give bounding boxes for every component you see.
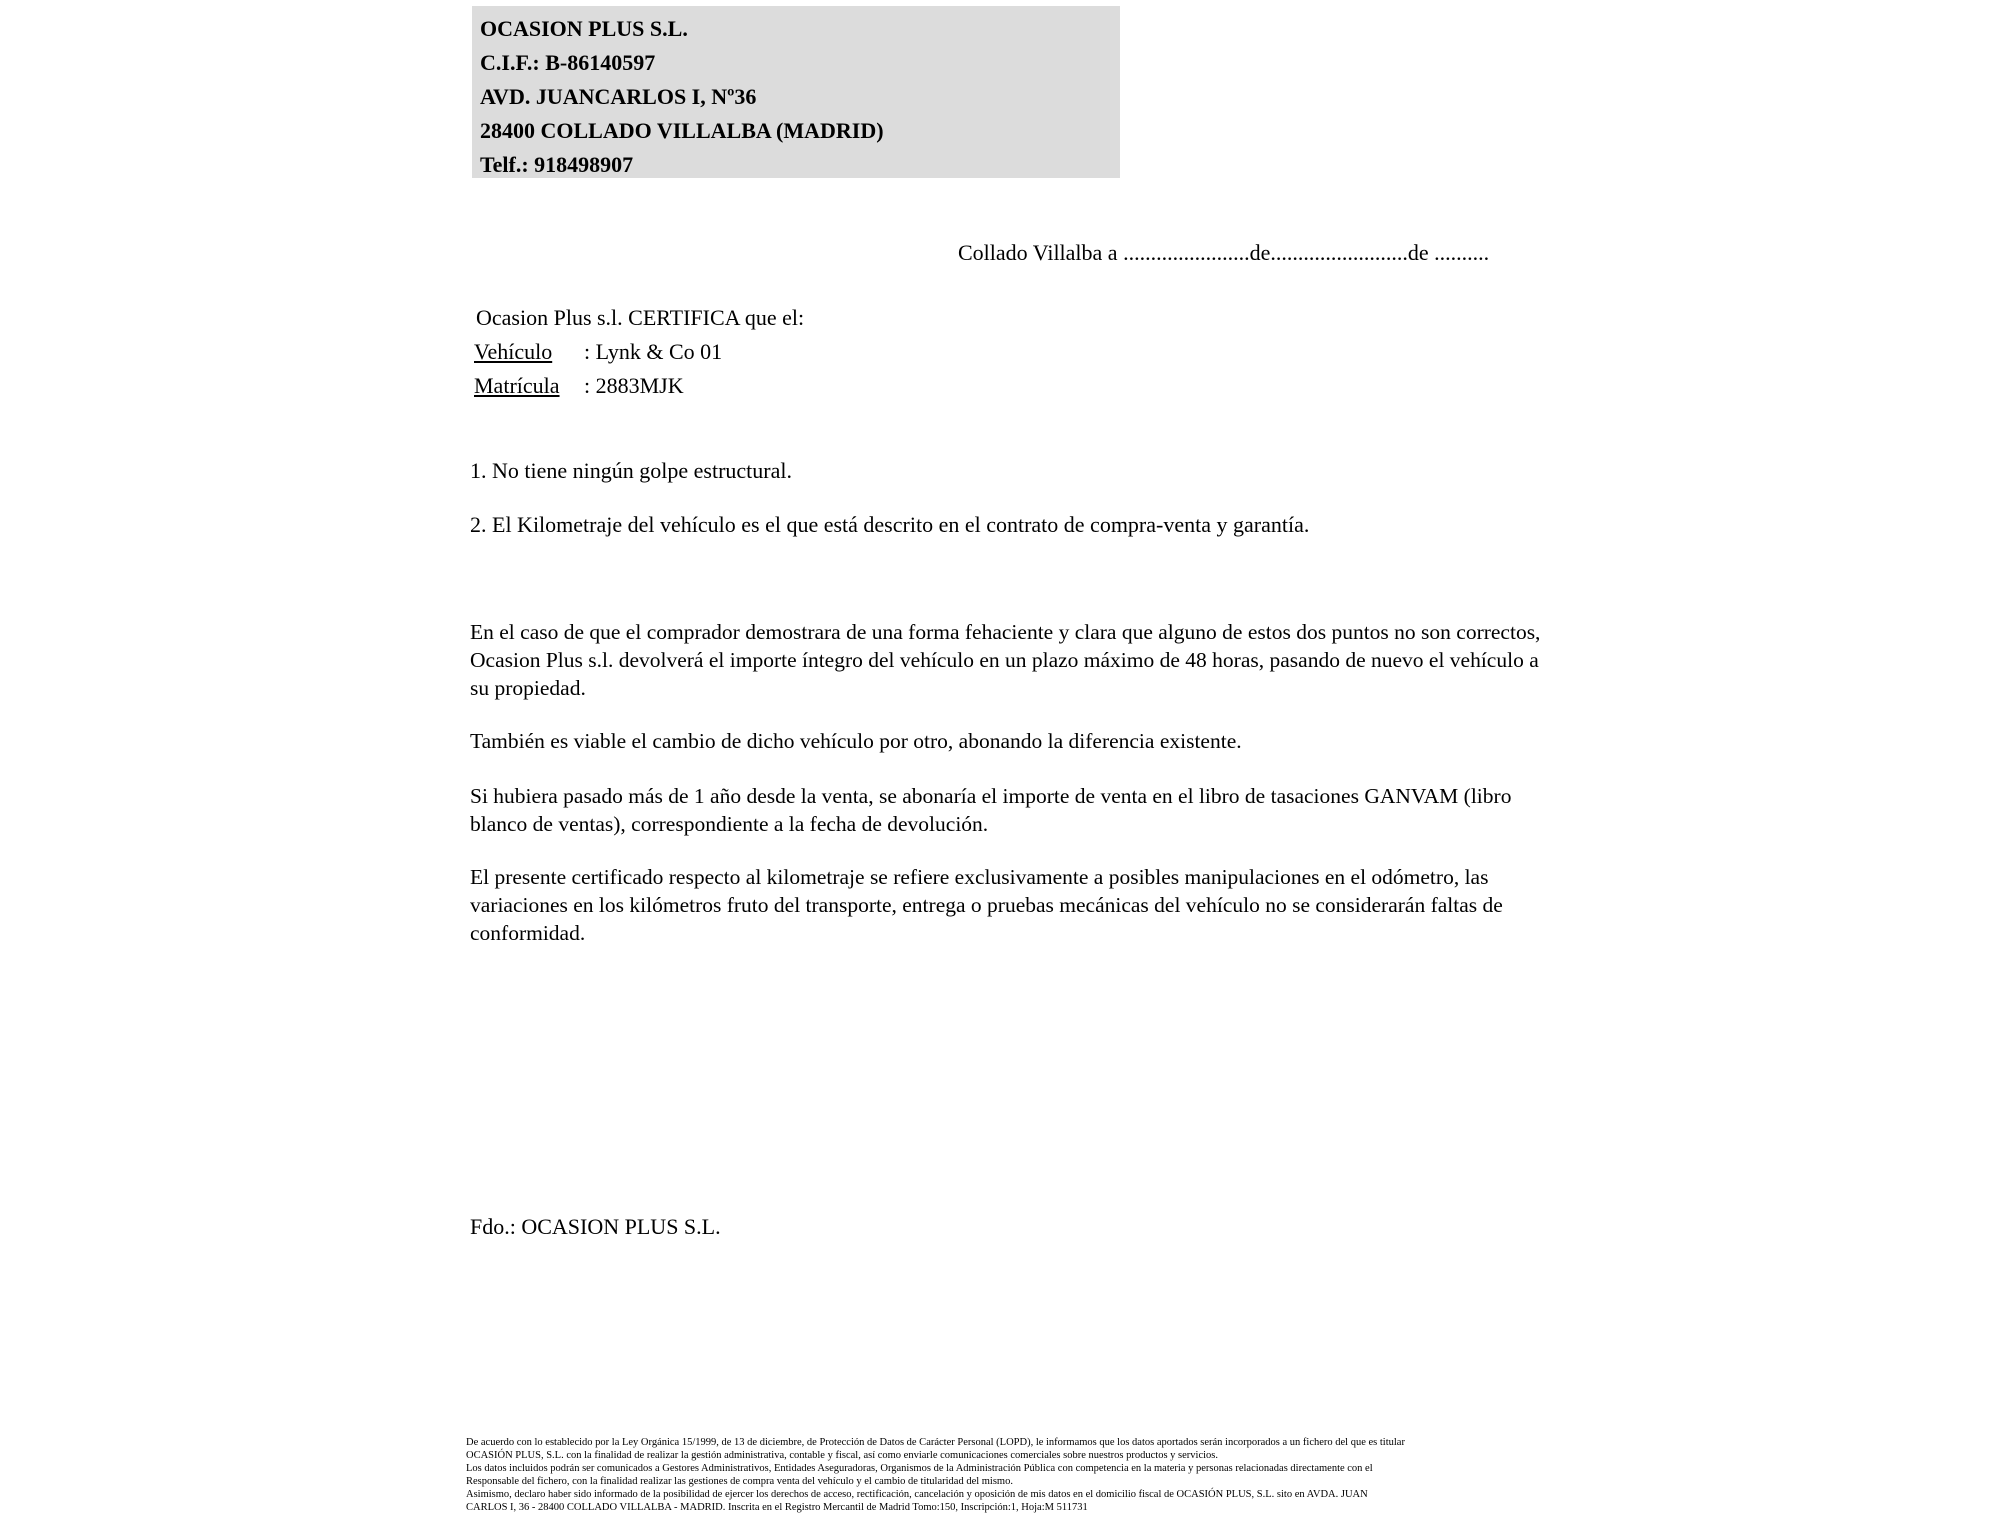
company-phone: Telf.: 918498907 [480, 152, 634, 177]
vehicle-label: Vehículo [474, 339, 553, 364]
legal-line: Responsable del fichero, con la finalidad realizar las gestiones de compra venta del vehículo y el cambio de titularidad del mismo. [466, 1476, 1013, 1487]
plate-label: Matrícula [474, 373, 560, 398]
company-cif: C.I.F.: B-86140597 [480, 50, 656, 75]
vehicle-field [474, 339, 723, 369]
signature-line: Fdo.: OCASION PLUS S.L. [470, 1214, 721, 1239]
legal-line: OCASIÓN PLUS, S.L. con la finalidad de realizar la gestión administrativa, contable y fiscal, así como enviarle comunicaciones comerciales sobre nuestros productos y servicios. [466, 1450, 1218, 1461]
company-city: 28400 COLLADO VILLALBA (MADRID) [480, 118, 884, 143]
condition-point-2: 2. El Kilometraje del vehículo es el que está descrito en el contrato de compra-venta y garantía. [470, 512, 1310, 537]
date-line: Collado Villalba a .......................de.........................de .......... [958, 240, 1490, 265]
paragraph-exchange: También es viable el cambio de dicho vehículo por otro, abonando la diferencia existente. [470, 729, 1242, 753]
legal-line: Los datos incluidos podrán ser comunicados a Gestores Administrativos, Entidades Aseguradoras, Organismos de la Administración Pública con competencia en la materia y personas relacionadas directamente con el [466, 1463, 1373, 1474]
condition-point-1: 1. No tiene ningún golpe estructural. [470, 458, 792, 483]
legal-line: De acuerdo con lo establecido por la Ley Orgánica 15/1999, de 13 de diciembre, de Protección de Datos de Carácter Personal (LOPD), le informamos que los datos aportados serán incorporados a un fichero del que es titular [466, 1437, 1405, 1448]
legal-notice [466, 1436, 1566, 1514]
legal-line: Asimismo, declaro haber sido informado de la posibilidad de ejercer los derechos de acceso, rectificación, cancelación y oposición de mis datos en el domicilio fiscal de OCASIÓN PLUS, S.L. sito en AVDA. JUAN [466, 1489, 1368, 1500]
company-address: AVD. JUANCARLOS I, Nº36 [480, 84, 757, 109]
plate-value: : 2883MJK [584, 373, 684, 398]
paragraph-ganvam: Si hubiera pasado más de 1 año desde la venta, se abonaría el importe de venta en el libro de tasaciones GANVAM (libro blanco de ventas), correspondiente a la fecha de devolución. [470, 784, 1512, 836]
paragraph-refund: En el caso de que el comprador demostrara de una forma fehaciente y clara que alguno de estos dos puntos no son correctos, Ocasion Plus s.l. devolverá el importe íntegro del vehículo en un plazo máximo de 48 horas, pasando de nuevo el vehículo a su propiedad. [470, 620, 1541, 700]
legal-line: CARLOS I, 36 - 28400 COLLADO VILLALBA - MADRID. Inscrita en el Registro Mercantil de Madrid Tomo:150, Inscripción:1, Hoja:M 511731 [466, 1502, 1088, 1513]
vehicle-value: : Lynk & Co 01 [584, 339, 723, 364]
company-header-block [472, 6, 1120, 178]
company-name: OCASION PLUS S.L. [480, 16, 688, 41]
paragraph-odometer: El presente certificado respecto al kilometraje se refiere exclusivamente a posibles manipulaciones en el odómetro, las variaciones en los kilómetros fruto del transporte, entrega o pruebas mecánicas del vehículo no se considerarán faltas de conformidad. [470, 865, 1503, 945]
plate-field [474, 373, 684, 403]
certifies-line: Ocasion Plus s.l. CERTIFICA que el: [476, 305, 805, 330]
